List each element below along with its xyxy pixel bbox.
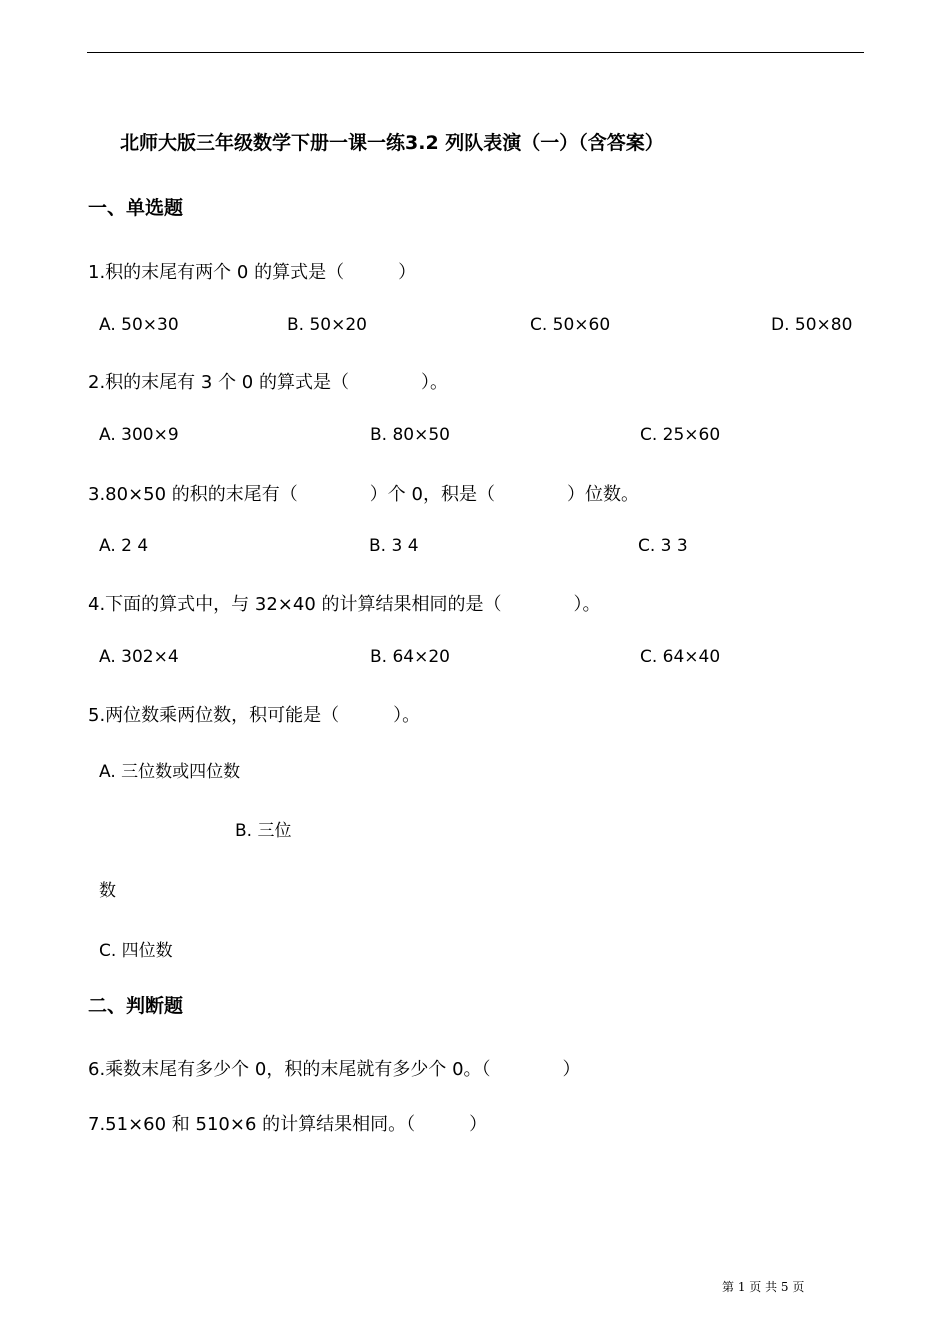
q5-option-c[interactable]: C. 四位数 xyxy=(99,941,173,961)
question-1: 1.积的末尾有两个 0 的算式是（ ） xyxy=(88,262,417,283)
question-5: 5.两位数乘两位数，积可能是（ ）。 xyxy=(88,705,421,726)
section-heading-true-false: 二、判断题 xyxy=(88,995,184,1017)
page-number-footer: 第 1 页 共 5 页 xyxy=(722,1280,805,1294)
header-rule xyxy=(87,52,864,53)
question-6: 6.乘数末尾有多少个 0，积的末尾就有多少个 0。（ ） xyxy=(88,1059,581,1080)
question-4: 4.下面的算式中，与 32×40 的计算结果相同的是（ ）。 xyxy=(88,594,601,615)
q4-option-b[interactable]: B. 64×20 xyxy=(370,647,450,667)
q3-option-b[interactable]: B. 3 4 xyxy=(369,536,419,556)
page-title: 北师大版三年级数学下册一课一练3.2 列队表演（一）（含答案） xyxy=(120,132,664,154)
q5-option-b-wrap: 数 xyxy=(99,881,116,901)
q4-option-a[interactable]: A. 302×4 xyxy=(99,647,179,667)
q2-option-a[interactable]: A. 300×9 xyxy=(99,425,179,445)
question-2: 2.积的末尾有 3 个 0 的算式是（ ）。 xyxy=(88,372,448,393)
q3-option-a[interactable]: A. 2 4 xyxy=(99,536,149,556)
q5-option-a[interactable]: A. 三位数或四位数 xyxy=(99,762,241,782)
q1-option-b[interactable]: B. 50×20 xyxy=(287,315,367,335)
question-3: 3.80×50 的积的末尾有（ ）个 0，积是（ ）位数。 xyxy=(88,484,639,505)
q4-option-c[interactable]: C. 64×40 xyxy=(640,647,721,667)
q2-option-b[interactable]: B. 80×50 xyxy=(370,425,450,445)
section-heading-single-choice: 一、单选题 xyxy=(88,197,184,219)
question-7: 7.51×60 和 510×6 的计算结果相同。（ ） xyxy=(88,1114,488,1135)
q1-option-a[interactable]: A. 50×30 xyxy=(99,315,179,335)
q3-option-c[interactable]: C. 3 3 xyxy=(638,536,688,556)
q1-option-d[interactable]: D. 50×80 xyxy=(771,315,853,335)
q5-option-b[interactable]: B. 三位 xyxy=(235,821,292,841)
q2-option-c[interactable]: C. 25×60 xyxy=(640,425,721,445)
q1-option-c[interactable]: C. 50×60 xyxy=(530,315,611,335)
